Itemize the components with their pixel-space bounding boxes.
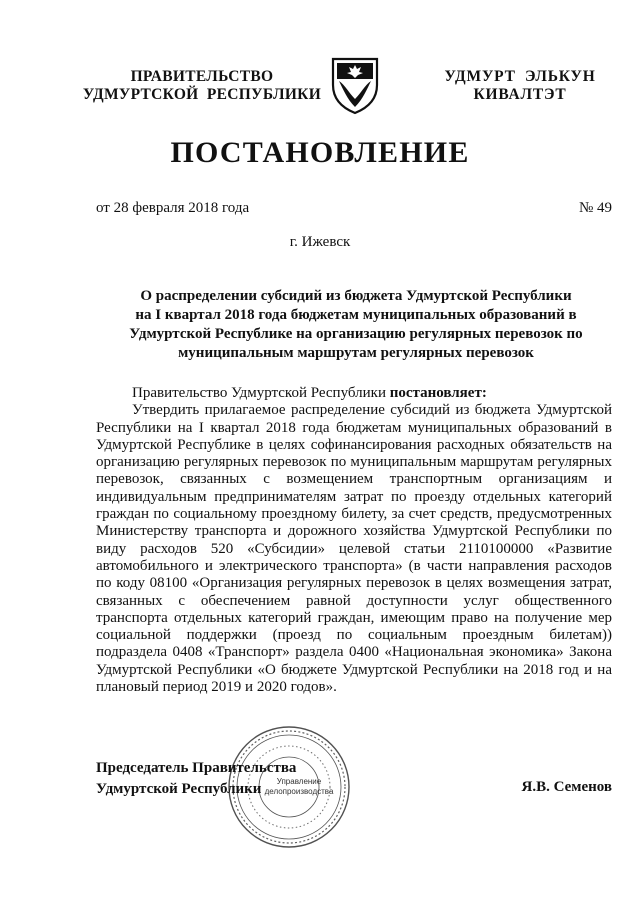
main-paragraph: Утвердить прилагаемое распределение субсидий из бюджета Удмуртской Республики на I квартал 2018 года бюджетам муниципальных образований в Удмуртской Республике в целях софинансирования расходных обязательств на организацию регулярных перевозок по муниципальным маршрутам регулярных перевозок, связанных с возмещением транспортным организациям и индивидуальным предпринимателям затрат по проезду отдельных категорий граждан по социальному проездному билету, за счет средств, предусмотренных Министерству транспорта и дорожного хозяйства Удмуртской Республики по виду расходов 520 «Субсидии» целевой статьи 2110100000 «Развитие автомобильного и электрического транспорта» (в части направления расходов по коду 08100 «Организация регулярных перевозок в целях возмещения затрат, связанных с обеспечением равной доступности услуг общественного транспорта отдельных категорий граждан, имеющим право на получение мер социальной поддержки (проезд по социальным проездным билетам)) подраздела 0408 «Транспорт» раздела 0400 «Национальная экономика» Закона Удмуртской Республики «О бюджете Удмуртской Республики на 2018 год и на плановый период 2019 и 2020 годов». bbox=[96, 402, 612, 696]
coat-of-arms-icon bbox=[327, 55, 383, 115]
signatory-name: Я.В. Семенов bbox=[521, 779, 612, 795]
intro-text: Правительство Удмуртской Республики bbox=[132, 385, 390, 401]
subject-line: на I квартал 2018 года бюджетам муниципальных образований в bbox=[135, 307, 577, 323]
seal-line: Управление bbox=[276, 777, 322, 786]
subject-line: Удмуртской Республике на организацию регулярных перевозок по bbox=[129, 326, 583, 342]
subject-line: муниципальным маршрутам регулярных перевозок bbox=[178, 345, 534, 361]
document-body bbox=[96, 385, 612, 696]
document-date: от 28 февраля 2018 года bbox=[96, 200, 250, 216]
intro-paragraph bbox=[96, 385, 612, 402]
header-right-line1: УДМУРТ ЭЛЬКУН bbox=[444, 68, 596, 85]
seal-line: делопроизводства bbox=[264, 787, 334, 796]
document-city: г. Ижевск bbox=[289, 234, 351, 250]
subject-line: О распределении субсидий из бюджета Удмуртской Республики bbox=[140, 288, 572, 304]
document-title: ПОСТАНОВЛЕНИЕ bbox=[170, 136, 470, 169]
header-left-line2: УДМУРТСКОЙ РЕСПУБЛИКИ bbox=[82, 86, 322, 103]
document-number: № 49 bbox=[578, 200, 612, 216]
header-left bbox=[82, 68, 322, 104]
signatory-position bbox=[96, 758, 296, 800]
document-subject bbox=[96, 287, 616, 363]
position-line: Председатель Правительства bbox=[96, 760, 297, 776]
header-right-line2: КИВАЛТЭТ bbox=[473, 86, 567, 103]
header-right bbox=[422, 68, 618, 104]
intro-verb: постановляет: bbox=[389, 385, 487, 401]
position-line: Удмуртской Республики bbox=[96, 781, 262, 797]
header-left-line1: ПРАВИТЕЛЬСТВО bbox=[130, 68, 274, 85]
